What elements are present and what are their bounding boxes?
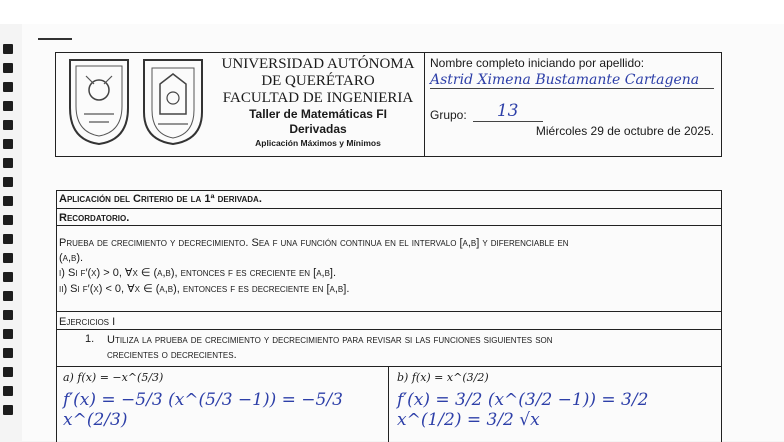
faculty-name: FACULTAD DE INGENIERIA (222, 90, 414, 106)
topic-name: Derivadas (289, 122, 347, 136)
section-title-row (57, 191, 721, 209)
question-line-2: crecientes o decrecientes. (107, 349, 237, 361)
exercise-table (56, 190, 722, 442)
institution-name-1: UNIVERSIDAD AUTÓNOMA (221, 56, 415, 72)
group-label: Grupo: (430, 108, 467, 122)
name-label: Nombre completo iniciando por apellido: (430, 56, 645, 70)
part-b-answer[interactable]: f′(x) = 3/2 (x^(3/2 −1)) = 3/2 x^(1/2) = 3/2 √x (397, 390, 649, 430)
date-text: Miércoles 29 de octubre de 2025. (535, 124, 714, 138)
part-a-answer[interactable]: f′(x) = −5/3 (x^(5/3 −1)) = −5/3 x^(2/3) (63, 390, 343, 430)
logos (64, 54, 210, 150)
institution-name-2: DE QUERÉTARO (261, 73, 375, 89)
part-b-prompt: b) f(x) = x^(3/2) (397, 371, 489, 384)
student-info (430, 56, 718, 152)
pen-stroke (38, 38, 72, 40)
course-name: Taller de Matemáticas FI (249, 107, 387, 121)
test-row (57, 226, 721, 312)
question-line-1: Utiliza la prueba de crecimiento y decrecimiento para revisar si las funciones siguientes son (107, 334, 553, 346)
institution-block (214, 56, 422, 149)
reminder-row (57, 209, 721, 226)
exercises-row (57, 312, 721, 330)
answer-column-divider (388, 367, 389, 442)
question-text (105, 333, 715, 363)
case-i: i) Si f′(x) > 0, ∀x ∈ (a,b), entonces f es creciente en [a,b]. (59, 267, 337, 279)
test-line-2: (a,b). (59, 252, 84, 264)
university-seal-icon (64, 54, 134, 146)
part-a-prompt: a) f(x) = −x^(5/3) (63, 371, 164, 384)
top-background (0, 0, 784, 24)
header-divider (424, 52, 425, 156)
group-field[interactable]: 13 (473, 101, 543, 122)
section-title: Aplicación del Criterio de la 1ª derivada. (59, 193, 262, 205)
subtopic-name: Aplicación Máximos y Mínimos (255, 138, 381, 148)
exercises-title: Ejercicios I (59, 316, 116, 328)
part-b (397, 371, 715, 430)
name-field[interactable]: Astrid Ximena Bustamante Cartagena (430, 72, 714, 89)
engineering-seal-icon (138, 54, 208, 146)
test-line-1: Prueba de crecimiento y decrecimiento. Sea f una función continua en el intervalo [a,b] y diferenciable en (59, 237, 569, 249)
case-ii: ii) Si f′(x) < 0, ∀x ∈ (a,b), entonces f es decreciente en [a,b]. (59, 283, 350, 295)
part-a (63, 371, 383, 430)
question-number: 1. (85, 333, 95, 345)
question-row (57, 330, 721, 367)
group-row (430, 101, 718, 122)
spiral-binding (0, 44, 16, 441)
reminder-title: Recordatorio. (59, 212, 130, 224)
